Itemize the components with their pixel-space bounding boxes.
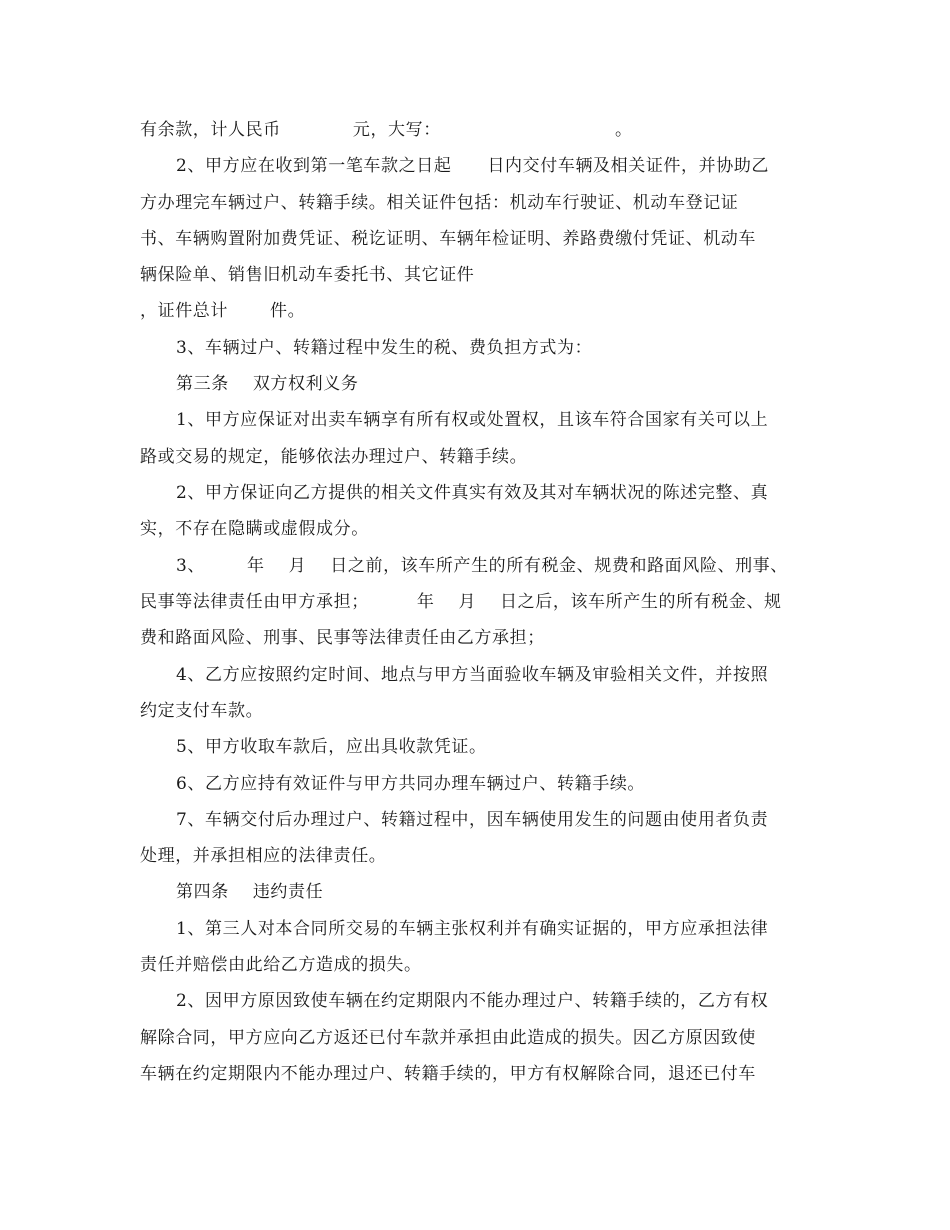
text-line: 方办理完车辆过户、转籍手续。相关证件包括：机动车行驶证、机动车登记证 — [140, 193, 739, 213]
text-line: 车辆在约定期限内不能办理过户、转籍手续的，甲方有权解除合同，退还已付车 — [140, 1064, 756, 1084]
text-line: 约定支付车款。 — [140, 701, 264, 721]
text-line: 处理，并承担相应的法律责任。 — [140, 846, 387, 866]
text-line: 辆保险单、销售旧机动车委托书、其它证件 — [140, 265, 475, 285]
text-line: 实，不存在隐瞒或虚假成分。 — [140, 519, 369, 539]
text-line: 1、第三人对本合同所交易的车辆主张权利并有确实证据的，甲方应承担法律 — [176, 919, 769, 939]
text-line: 责任并赔偿由此给乙方造成的损失。 — [140, 955, 422, 975]
text-line: 5、甲方收取车款后，应出具收款凭证。 — [176, 737, 487, 757]
text-line: 2、因甲方原因致使车辆在约定期限内不能办理过户、转籍手续的，乙方有权 — [176, 991, 769, 1011]
text-line: 解除合同，甲方应向乙方返还已付车款并承担由此造成的损失。因乙方原因致使 — [140, 1028, 756, 1048]
text-line: 民事等法律责任由甲方承担； 年 月 日之后，该车所产生的所有税金、规 — [140, 592, 782, 612]
section-heading: 第四条 违约责任 — [176, 882, 324, 902]
text-line: 有余款，计人民币 元，大写： 。 — [140, 120, 633, 140]
text-line: 3、 年 月 日之前，该车所产生的所有税金、规费和路面风险、刑事、 — [176, 556, 788, 576]
text-line: 7、车辆交付后办理过户、转籍过程中，因车辆使用发生的问题由使用者负责 — [176, 810, 769, 830]
text-line: 书、车辆购置附加费凭证、税讫证明、车辆年检证明、养路费缴付凭证、机动车 — [140, 229, 756, 249]
text-line: 3、车辆过户、转籍过程中发生的税、费负担方式为： — [176, 338, 593, 358]
text-line: 6、乙方应持有效证件与甲方共同办理车辆过户、转籍手续。 — [176, 774, 646, 794]
text-line: 路或交易的规定，能够依法办理过户、转籍手续。 — [140, 447, 528, 467]
text-line: ，证件总计 件。 — [140, 301, 306, 321]
text-line: 2、甲方保证向乙方提供的相关文件真实有效及其对车辆状况的陈述完整、真 — [176, 483, 769, 503]
text-line: 费和路面风险、刑事、民事等法律责任由乙方承担； — [140, 628, 545, 648]
text-line: 1、甲方应保证对出卖车辆享有所有权或处置权，且该车符合国家有关可以上 — [176, 410, 769, 430]
text-line: 4、乙方应按照约定时间、地点与甲方当面验收车辆及审验相关文件，并按照 — [176, 665, 769, 685]
section-heading: 第三条 双方权利义务 — [176, 374, 359, 394]
text-line: 2、甲方应在收到第一笔车款之日起 日内交付车辆及相关证件，并协助乙 — [176, 156, 770, 176]
